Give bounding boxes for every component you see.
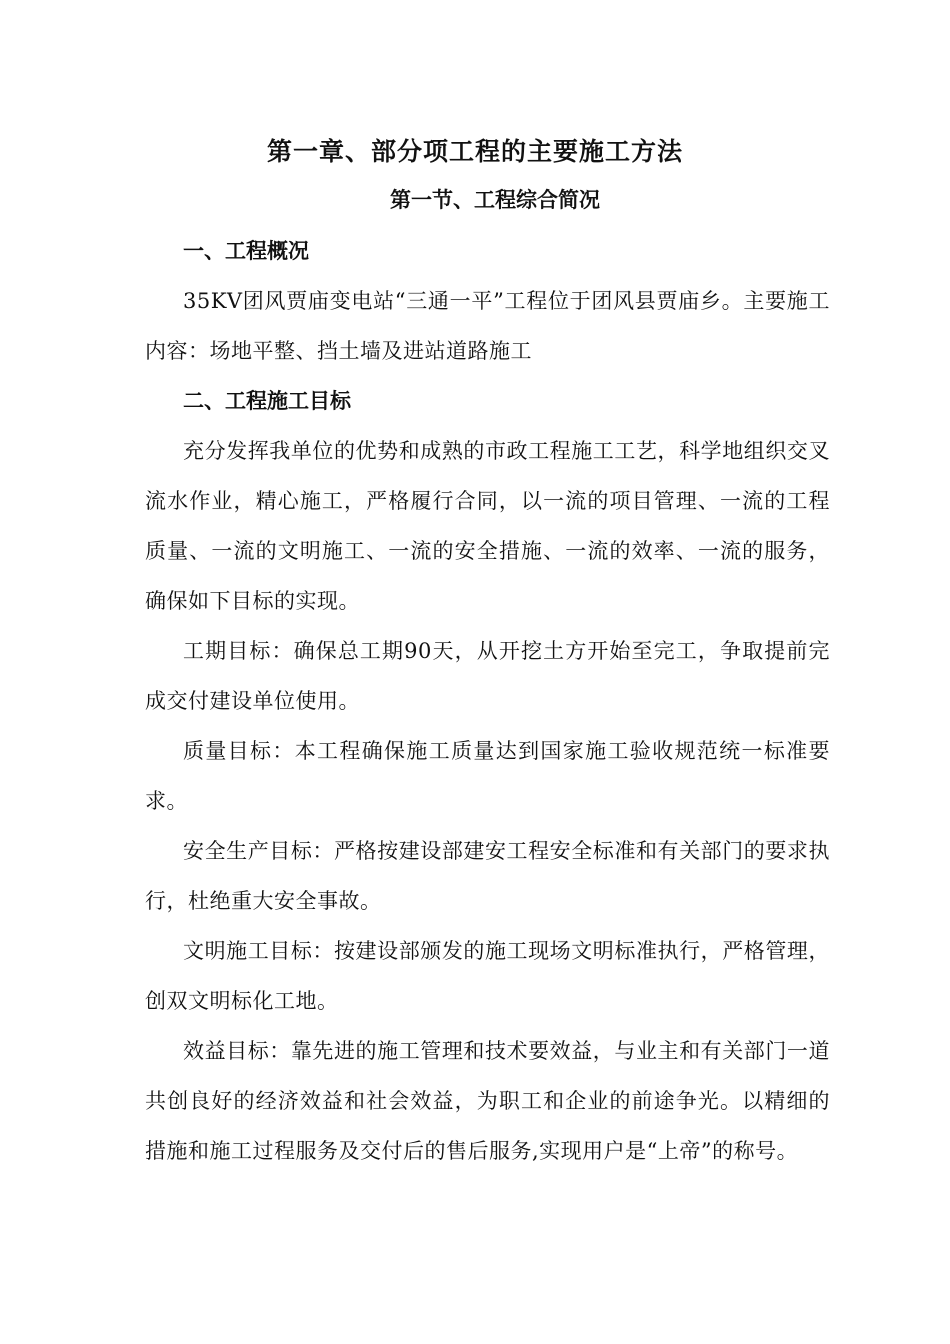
- section-title: 第一节、工程综合简况: [390, 187, 600, 212]
- chapter-title: 第一章、部分项工程的主要施工方法: [266, 137, 683, 166]
- paragraph-benefit-goal: 效益目标：靠先进的施工管理和技术要效益，与业主和有关部门一道共创良好的经济效益和社会效益，为职工和企业的前途争光。以精细的措施和施工过程服务及交付后的售后服务,实现用户是“上帝”的称号。: [145, 1039, 830, 1163]
- heading-project-overview: 一、工程概况: [183, 238, 309, 263]
- paragraph-civilized-goal: 文明施工目标：按建设部颁发的施工现场文明标准执行，严格管理，创双文明标化工地。: [145, 939, 830, 1013]
- paragraph-quality-goal: 质量目标：本工程确保施工质量达到国家施工验收规范统一标准要求。: [145, 739, 830, 813]
- heading-construction-goals: 二、工程施工目标: [183, 388, 351, 413]
- paragraph-goals-intro: 充分发挥我单位的优势和成熟的市政工程施工工艺，科学地组织交叉流水作业，精心施工，严格履行合同，以一流的项目管理、一流的工程质量、一流的文明施工、一流的安全措施、一流的效率、一流的服务，确保如下目标的实现。: [145, 439, 830, 613]
- paragraph-schedule-goal: 工期目标：确保总工期90天，从开挖土方开始至完工，争取提前完成交付建设单位使用。: [145, 639, 830, 713]
- paragraph-safety-goal: 安全生产目标：严格按建设部建安工程安全标准和有关部门的要求执行，杜绝重大安全事故。: [145, 839, 830, 913]
- document-body: [145, 226, 830, 1176]
- paragraph-overview: 35KV团风贾庙变电站“三通一平”工程位于团风县贾庙乡。主要施工内容：场地平整、挡土墙及进站道路施工: [145, 289, 830, 363]
